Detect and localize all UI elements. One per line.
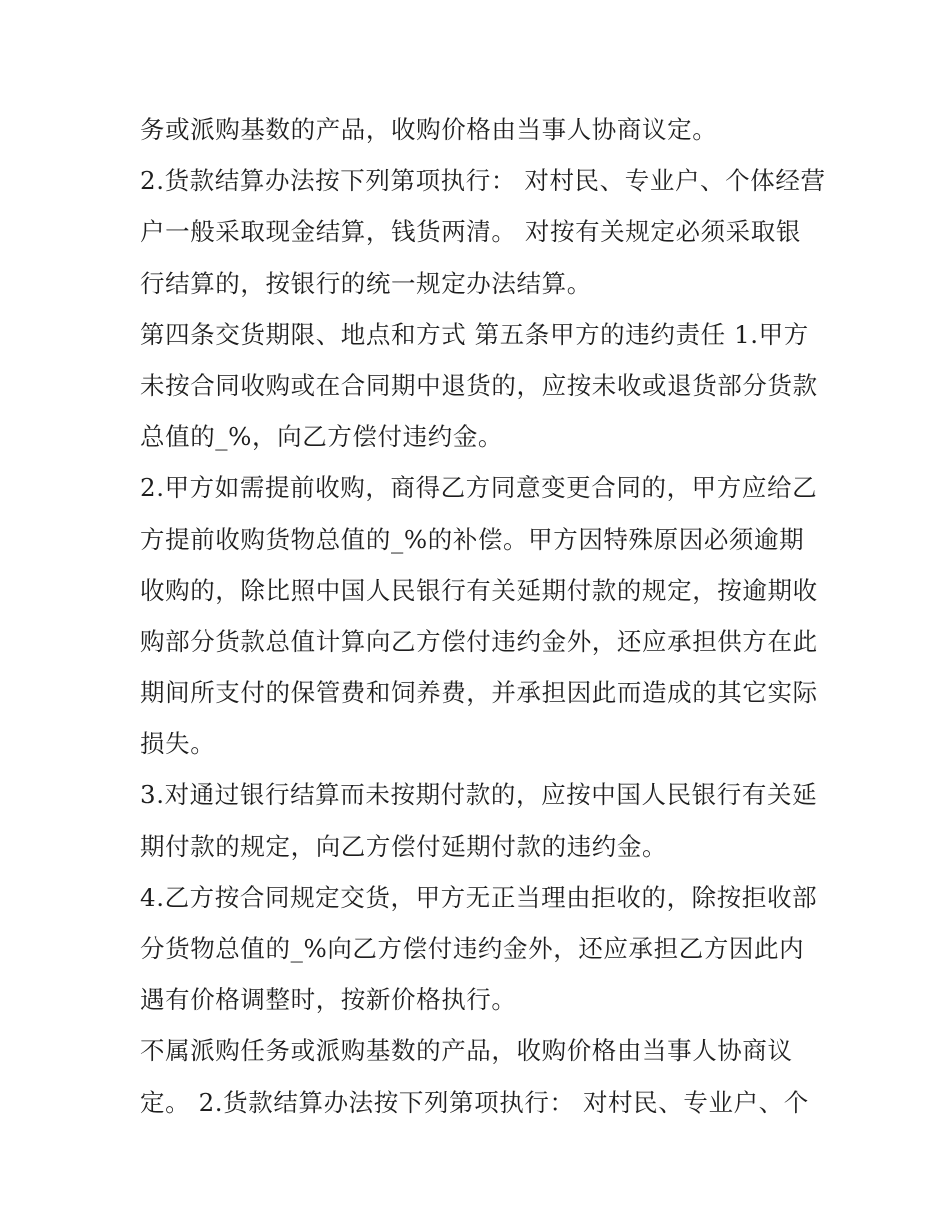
text-line: 务或派购基数的产品，收购价格由当事人协商议定。 <box>140 115 718 144</box>
text-line: 损失。 <box>140 729 216 759</box>
text-line: 购部分货款总值计算向乙方偿付违约金外，还应承担供方在此 <box>140 626 818 656</box>
text-line: 收购的，除比照中国人民银行有关延期付款的规定，按逾期收 <box>140 575 818 605</box>
text-line: 分货物总值的_%向乙方偿付违约金外，还应承担乙方因此内 <box>140 934 805 963</box>
text-line: 3.对通过银行结算而未按期付款的，应按中国人民银行有关延 <box>140 780 818 810</box>
text-line: 行结算的，按银行的统一规定办法结算。 <box>140 268 592 298</box>
document-body <box>140 104 826 1128</box>
text-line: 4.乙方按合同规定交货，甲方无正当理由拒收的，除按拒收部 <box>140 882 818 912</box>
text-line: 第四条交货期限、地点和方式 第五条甲方的违约责任 1.甲方 <box>140 319 809 349</box>
text-line: 未按合同收购或在合同期中退货的，应按未收或退货部分货款 <box>140 370 818 400</box>
text-line: 总值的_%，向乙方偿付违约金。 <box>140 422 504 452</box>
text-line: 期付款的规定，向乙方偿付延期付款的违约金。 <box>140 831 668 861</box>
text-line: 期间所支付的保管费和饲养费，并承担因此而造成的其它实际 <box>140 678 818 708</box>
text-line: 遇有价格调整时，按新价格执行。 <box>140 985 517 1015</box>
text-line: 不属派购任务或派购基数的产品，收购价格由当事人协商议 <box>140 1036 793 1066</box>
text-line: 2.货款结算办法按下列第项执行： 对村民、专业户、个体经营 <box>140 166 826 196</box>
text-line: 定。 2.货款结算办法按下列第项执行： 对村民、专业户、个 <box>140 1087 809 1117</box>
text-line: 2.甲方如需提前收购，商得乙方同意变更合同的，甲方应给乙 <box>140 473 818 503</box>
text-line: 方提前收购货物总值的_%的补偿。甲方因特殊原因必须逾期 <box>140 524 805 554</box>
text-line: 户一般采取现金结算，钱货两清。 对按有关规定必须采取银 <box>140 217 801 247</box>
